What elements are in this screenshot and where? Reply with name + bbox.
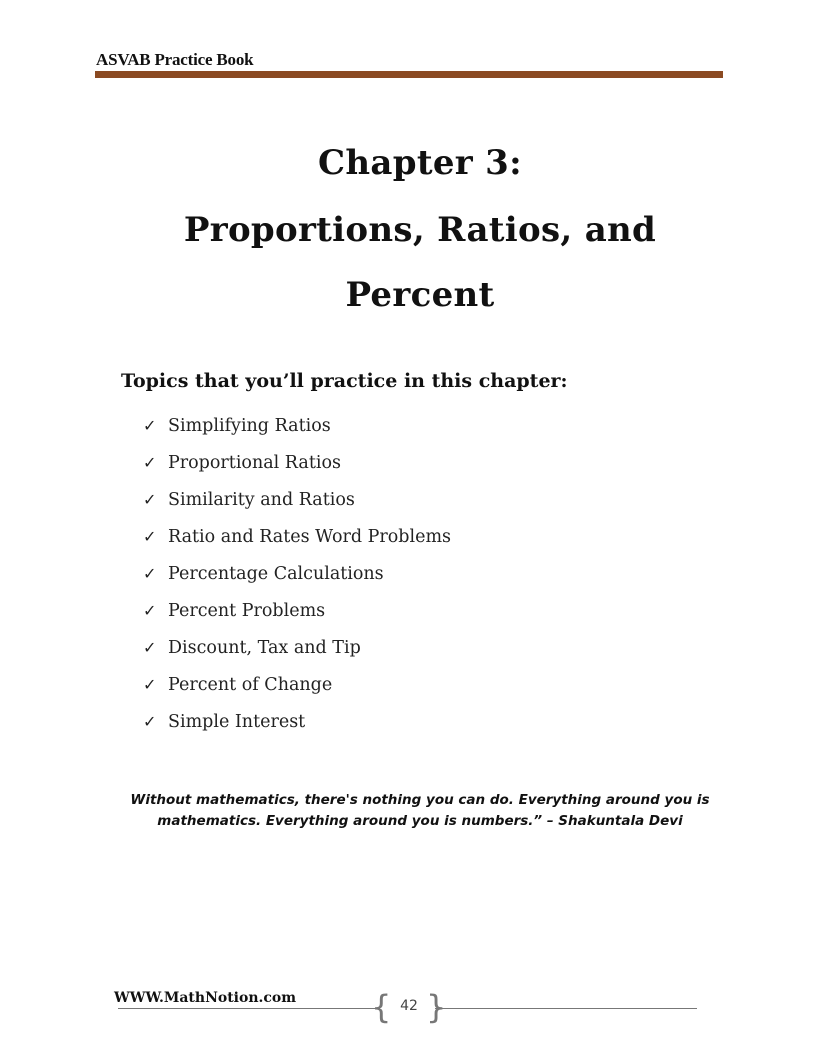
checkmark-icon: ✓ xyxy=(143,527,157,546)
list-item xyxy=(143,599,451,636)
list-item xyxy=(143,525,451,562)
checkmark-icon: ✓ xyxy=(143,675,157,694)
topic-label: Proportional Ratios xyxy=(168,453,341,473)
header-divider xyxy=(95,71,723,78)
list-item xyxy=(143,451,451,488)
topics-heading: Topics that you’ll practice in this chapter: xyxy=(121,370,568,392)
list-item xyxy=(143,710,451,747)
topic-label: Discount, Tax and Tip xyxy=(168,638,361,658)
quote-line1: Without mathematics, there's nothing you can do. Everything around you is xyxy=(130,792,710,808)
chapter-title-line3: Percent xyxy=(345,275,495,315)
footer-divider-right xyxy=(435,1008,697,1009)
checkmark-icon: ✓ xyxy=(143,712,157,731)
chapter-title-line2: Proportions, Ratios, and xyxy=(183,210,657,250)
quote-line2: mathematics. Everything around you is numbers.” – Shakuntala Devi xyxy=(157,813,683,829)
list-item xyxy=(143,414,451,451)
checkmark-icon: ✓ xyxy=(143,453,157,472)
topic-label: Percent of Change xyxy=(168,675,333,695)
checkmark-icon: ✓ xyxy=(143,416,157,435)
topic-label: Simple Interest xyxy=(168,712,306,732)
checkmark-icon: ✓ xyxy=(143,490,157,509)
chapter-title-line1: Chapter 3: xyxy=(318,143,522,183)
checkmark-icon: ✓ xyxy=(143,638,157,657)
topic-label: Ratio and Rates Word Problems xyxy=(168,527,452,547)
topic-label: Similarity and Ratios xyxy=(168,490,355,510)
footer-divider-left xyxy=(118,1008,380,1009)
topic-label: Simplifying Ratios xyxy=(168,416,331,436)
topics-list xyxy=(143,414,451,747)
page-number: 42 xyxy=(400,998,418,1014)
topic-label: Percent Problems xyxy=(168,601,326,621)
checkmark-icon: ✓ xyxy=(143,564,157,583)
left-brace-icon: { xyxy=(371,988,392,1026)
list-item xyxy=(143,636,451,673)
list-item xyxy=(143,562,451,599)
header-book-title: ASVAB Practice Book xyxy=(96,50,254,69)
topic-label: Percentage Calculations xyxy=(168,564,384,584)
list-item xyxy=(143,673,451,710)
list-item xyxy=(143,488,451,525)
quote xyxy=(100,790,740,832)
footer-website: WWW.MathNotion.com xyxy=(114,990,297,1006)
right-brace-icon: } xyxy=(426,988,447,1026)
checkmark-icon: ✓ xyxy=(143,601,157,620)
